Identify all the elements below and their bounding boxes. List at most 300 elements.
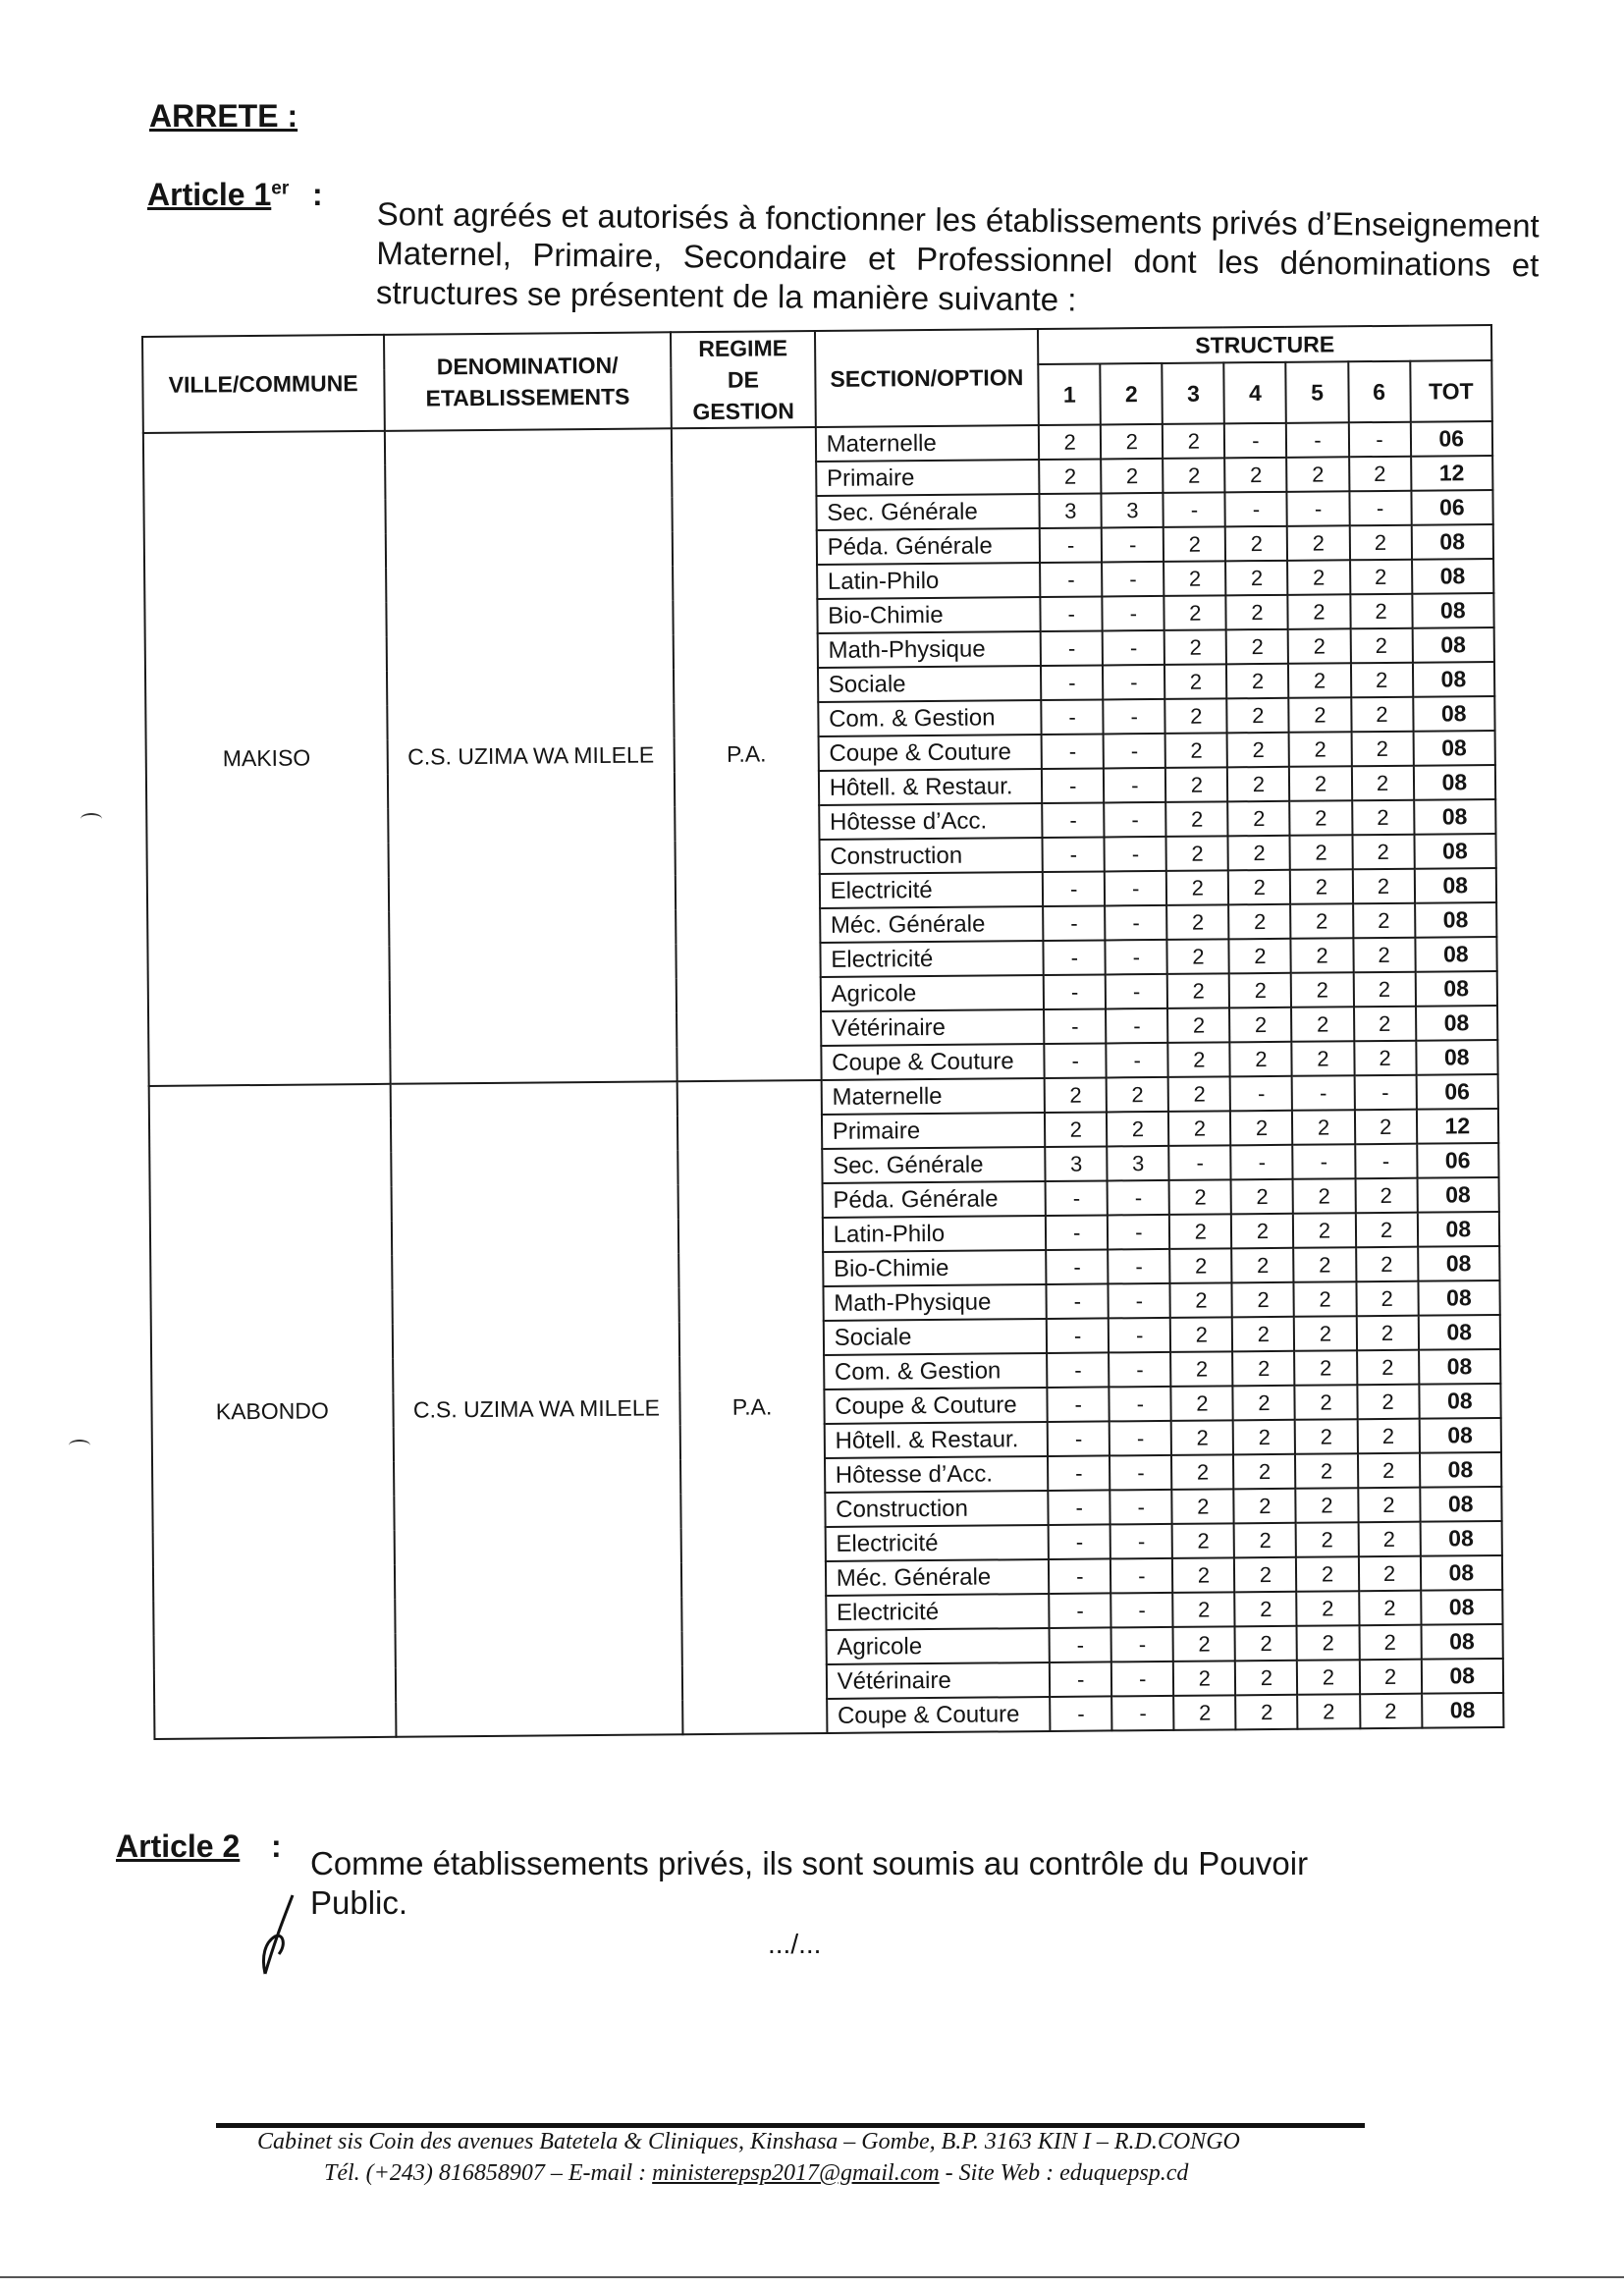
structure-value-cell: 2 xyxy=(1173,1592,1235,1627)
header-denomination-line1: DENOMINATION/ xyxy=(436,352,619,380)
structure-value-cell: - xyxy=(1103,630,1164,666)
structure-value-cell: 2 xyxy=(1234,1523,1296,1558)
structure-value-cell: 2 xyxy=(1287,560,1349,595)
total-cell: 08 xyxy=(1421,1624,1503,1660)
header-structure: STRUCTURE xyxy=(1038,325,1491,364)
footer-phone: Tél. (+243) 816858907 – E-mail : xyxy=(324,2160,647,2186)
footer-email-link[interactable]: ministerepsp2017@gmail.com xyxy=(652,2160,940,2186)
structure-value-cell: 2 xyxy=(1355,1178,1417,1214)
section-option-cell: Sociale xyxy=(823,1319,1047,1355)
structure-value-cell: 2 xyxy=(1356,1316,1418,1351)
structure-value-cell: - xyxy=(1287,491,1349,526)
section-option-cell: Sociale xyxy=(818,666,1042,702)
structure-value-cell: 2 xyxy=(1229,939,1291,974)
total-cell: 08 xyxy=(1417,1177,1499,1213)
structure-value-cell: 2 xyxy=(1298,1694,1360,1729)
structure-value-cell: - xyxy=(1040,562,1102,597)
structure-value-cell: - xyxy=(1224,423,1286,459)
structure-value-cell: 2 xyxy=(1352,835,1414,870)
section-option-cell: Agricole xyxy=(826,1628,1050,1664)
structure-value-cell: - xyxy=(1043,905,1105,941)
section-option-cell: Math-Physique xyxy=(823,1284,1047,1321)
structure-value-cell: - xyxy=(1110,1421,1171,1456)
total-cell: 06 xyxy=(1417,1143,1499,1178)
structure-value-cell: 2 xyxy=(1357,1453,1419,1489)
section-option-cell: Hôtell. & Restaur. xyxy=(824,1422,1048,1458)
structure-value-cell: 2 xyxy=(1169,1248,1231,1283)
structure-value-cell: 2 xyxy=(1225,561,1287,596)
structure-value-cell: 2 xyxy=(1294,1247,1356,1282)
structure-value-cell: - xyxy=(1040,527,1102,563)
structure-value-cell: - xyxy=(1109,1318,1170,1353)
footer-rule xyxy=(216,2123,1365,2128)
total-cell: 08 xyxy=(1414,868,1496,903)
section-option-cell: Latin-Philo xyxy=(823,1216,1047,1252)
structure-value-cell: - xyxy=(1108,1180,1169,1216)
header-regime xyxy=(671,331,815,428)
structure-value-cell: 2 xyxy=(1297,1625,1359,1661)
structure-value-cell: 2 xyxy=(1231,1179,1293,1215)
structure-value-cell: 3 xyxy=(1102,493,1164,528)
etablissement-cell: C.S. UZIMA WA MILELE xyxy=(390,1081,683,1737)
total-cell: 08 xyxy=(1421,1659,1503,1694)
structure-value-cell: 2 xyxy=(1168,1111,1230,1146)
structure-value-cell: - xyxy=(1047,1283,1109,1319)
structure-value-cell: - xyxy=(1110,1558,1172,1594)
article-2-label xyxy=(116,1828,240,1865)
structure-value-cell: 2 xyxy=(1293,1213,1355,1248)
structure-value-cell: - xyxy=(1293,1144,1355,1179)
total-cell: 08 xyxy=(1413,696,1495,732)
structure-value-cell: - xyxy=(1103,596,1164,631)
section-option-cell: Coupe & Couture xyxy=(821,1044,1045,1080)
structure-value-cell: 2 xyxy=(1231,1214,1293,1249)
structure-value-cell: 2 xyxy=(1101,424,1163,460)
structure-value-cell: 2 xyxy=(1165,698,1227,734)
footer-website: - Site Web : eduquepsp.cd xyxy=(945,2160,1189,2186)
structure-value-cell: 2 xyxy=(1173,1661,1235,1696)
total-cell: 08 xyxy=(1420,1555,1502,1591)
structure-value-cell: 2 xyxy=(1172,1523,1234,1558)
structure-value-cell: 2 xyxy=(1290,835,1352,870)
structure-value-cell: 2 xyxy=(1228,836,1290,871)
header-col-total: TOT xyxy=(1410,360,1492,422)
structure-value-cell: 2 xyxy=(1296,1522,1358,1557)
structure-value-cell: - xyxy=(1106,1008,1167,1044)
section-option-cell: Méc. Générale xyxy=(826,1559,1050,1596)
header-denomination-line2: ETABLISSEMENTS xyxy=(425,383,630,411)
structure-value-cell: 2 xyxy=(1169,1214,1231,1249)
structure-value-cell: 2 xyxy=(1288,594,1350,629)
header-section-option: SECTION/OPTION xyxy=(815,329,1039,427)
section-option-cell: Vétérinaire xyxy=(821,1009,1045,1046)
structure-value-cell: - xyxy=(1044,974,1106,1009)
total-cell: 08 xyxy=(1416,1006,1498,1041)
header-col-4: 4 xyxy=(1224,362,1287,423)
structure-value-cell: - xyxy=(1044,1008,1106,1044)
structure-value-cell: 2 xyxy=(1107,1077,1168,1113)
total-cell: 12 xyxy=(1417,1109,1499,1144)
structure-value-cell: - xyxy=(1044,940,1106,975)
structure-value-cell: - xyxy=(1286,422,1348,458)
total-cell: 08 xyxy=(1416,1040,1498,1075)
section-option-cell: Com. & Gestion xyxy=(818,700,1042,736)
structure-value-cell: 2 xyxy=(1166,904,1228,940)
header-regime-line2: DE xyxy=(727,366,760,393)
structure-value-cell: 2 xyxy=(1359,1625,1421,1661)
total-cell: 08 xyxy=(1412,559,1494,594)
header-col-3: 3 xyxy=(1163,363,1225,424)
structure-value-cell: 2 xyxy=(1295,1385,1357,1420)
header-ville-commune: VILLE/COMMUNE xyxy=(142,335,384,433)
structure-value-cell: 2 xyxy=(1235,1661,1297,1696)
structure-value-cell: 2 xyxy=(1228,801,1290,837)
structure-value-cell: - xyxy=(1105,837,1166,872)
structure-value-cell: - xyxy=(1111,1662,1173,1697)
structure-value-cell: 2 xyxy=(1171,1420,1233,1455)
structure-value-cell: 2 xyxy=(1292,1110,1354,1145)
structure-value-cell: - xyxy=(1225,492,1287,527)
structure-value-cell: 2 xyxy=(1291,903,1353,939)
structure-value-cell: - xyxy=(1102,562,1164,597)
structure-value-cell: 3 xyxy=(1108,1146,1169,1181)
structure-value-cell: 2 xyxy=(1101,459,1163,494)
total-cell: 08 xyxy=(1411,524,1493,560)
structure-value-cell: - xyxy=(1048,1421,1110,1456)
total-cell: 08 xyxy=(1419,1349,1501,1385)
structure-value-cell: - xyxy=(1041,630,1103,666)
structure-value-cell: 2 xyxy=(1354,1110,1416,1145)
structure-value-cell: 2 xyxy=(1287,457,1349,492)
structure-value-cell: - xyxy=(1164,492,1225,527)
structure-value-cell: 2 xyxy=(1167,1008,1229,1043)
section-option-cell: Primaire xyxy=(822,1113,1046,1149)
header-col-1: 1 xyxy=(1038,364,1101,425)
section-option-cell: Coupe & Couture xyxy=(818,735,1042,771)
structure-value-cell: 2 xyxy=(1169,1179,1231,1215)
footer-address: Cabinet sis Coin des avenues Batetela & Cliniques, Kinshasa – Gombe, B.P. 3163 KIN I – R.D.CONGO xyxy=(257,2129,1240,2154)
structure-value-cell: 2 xyxy=(1350,594,1412,629)
structure-value-cell: - xyxy=(1348,422,1410,458)
structure-value-cell: 2 xyxy=(1170,1282,1232,1318)
structure-value-cell: 2 xyxy=(1353,972,1415,1008)
regime-cell: P.A. xyxy=(672,427,821,1081)
structure-value-cell: 2 xyxy=(1168,1042,1230,1077)
structure-value-cell: 2 xyxy=(1166,836,1228,871)
structure-value-cell: 2 xyxy=(1234,1557,1296,1593)
structure-value-cell: 2 xyxy=(1296,1556,1358,1592)
article-1-label xyxy=(147,177,289,213)
structure-value-cell: 2 xyxy=(1291,938,1353,973)
total-cell: 08 xyxy=(1421,1590,1503,1625)
section-option-cell: Hôtell. & Restaur. xyxy=(819,769,1043,805)
structure-value-cell: - xyxy=(1110,1455,1171,1491)
structure-value-cell: 3 xyxy=(1040,493,1102,528)
structure-table-container xyxy=(141,324,1505,1795)
structure-value-cell: - xyxy=(1108,1215,1169,1250)
total-cell: 08 xyxy=(1413,731,1495,766)
structure-value-cell: 2 xyxy=(1295,1350,1357,1386)
structure-value-cell: 2 xyxy=(1171,1386,1233,1421)
structure-value-cell: - xyxy=(1111,1627,1173,1662)
section-option-cell: Construction xyxy=(819,838,1043,874)
structure-value-cell: 2 xyxy=(1350,628,1412,664)
structure-value-cell: 2 xyxy=(1226,595,1288,630)
article-2-colon: : xyxy=(271,1828,282,1864)
structure-value-cell: 2 xyxy=(1356,1281,1418,1317)
structure-value-cell: 2 xyxy=(1233,1454,1295,1490)
structure-value-cell: - xyxy=(1041,596,1103,631)
ville-commune-cell: KABONDO xyxy=(149,1084,396,1739)
total-cell: 08 xyxy=(1418,1281,1500,1316)
section-option-cell: Hôtesse d’Acc. xyxy=(819,803,1043,840)
structure-value-cell: 2 xyxy=(1039,459,1101,494)
structure-value-cell: 2 xyxy=(1350,560,1412,595)
structure-value-cell: - xyxy=(1104,699,1165,735)
structure-value-cell: 2 xyxy=(1358,1522,1420,1557)
structure-value-cell: 2 xyxy=(1164,629,1226,665)
structure-value-cell: 2 xyxy=(1107,1112,1168,1147)
structure-value-cell: - xyxy=(1355,1144,1417,1179)
structure-value-cell: - xyxy=(1050,1662,1111,1697)
page-bottom-rule xyxy=(0,2276,1624,2278)
structure-value-cell: 2 xyxy=(1165,767,1227,802)
article-1-colon: : xyxy=(312,177,323,212)
section-option-cell: Electricité xyxy=(825,1525,1049,1561)
structure-value-cell: 2 xyxy=(1167,939,1229,974)
structure-value-cell: 2 xyxy=(1229,1008,1291,1043)
structure-value-cell: 2 xyxy=(1295,1419,1357,1454)
structure-value-cell: 2 xyxy=(1232,1248,1294,1283)
structure-value-cell: 2 xyxy=(1227,767,1289,802)
structure-value-cell: - xyxy=(1049,1524,1110,1559)
structure-value-cell: 2 xyxy=(1228,870,1290,905)
structure-value-cell: - xyxy=(1169,1145,1231,1180)
section-option-cell: Coupe & Couture xyxy=(824,1388,1048,1424)
structure-value-cell: - xyxy=(1042,734,1104,769)
structure-value-cell: 2 xyxy=(1358,1556,1420,1592)
structure-value-cell: 2 xyxy=(1235,1626,1297,1662)
structure-value-cell: 2 xyxy=(1354,1041,1416,1076)
structure-value-cell: 2 xyxy=(1166,870,1228,905)
structure-value-cell: 2 xyxy=(1171,1454,1233,1490)
section-option-cell: Com. & Gestion xyxy=(824,1353,1048,1390)
structure-value-cell: 2 xyxy=(1291,972,1353,1008)
structure-value-cell: 2 xyxy=(1234,1489,1296,1524)
structure-value-cell: 3 xyxy=(1045,1146,1107,1181)
structure-value-cell: - xyxy=(1110,1593,1172,1628)
article-1-label-text: Article 1 xyxy=(147,177,272,212)
structure-value-cell: - xyxy=(1107,1043,1168,1078)
structure-value-cell: 2 xyxy=(1360,1694,1422,1729)
structure-value-cell: 2 xyxy=(1289,697,1351,733)
structure-value-cell: 2 xyxy=(1290,869,1352,904)
total-cell: 08 xyxy=(1422,1693,1504,1728)
structure-value-cell: 2 xyxy=(1166,801,1228,837)
structure-value-cell: - xyxy=(1109,1352,1170,1388)
structure-value-cell: - xyxy=(1045,1043,1107,1078)
signature-initial-icon xyxy=(253,1891,312,1980)
structure-value-cell: 2 xyxy=(1230,1042,1292,1077)
structure-value-cell: 2 xyxy=(1170,1317,1232,1352)
structure-value-cell: 2 xyxy=(1230,1111,1292,1146)
structure-value-cell: 2 xyxy=(1291,1007,1353,1042)
structure-value-cell: 2 xyxy=(1358,1488,1420,1523)
total-cell: 08 xyxy=(1420,1521,1502,1556)
section-option-cell: Electricité xyxy=(820,872,1044,908)
structure-value-cell: 2 xyxy=(1164,526,1225,562)
structure-value-cell: - xyxy=(1104,768,1165,803)
total-cell: 08 xyxy=(1418,1246,1500,1281)
section-option-cell: Sec. Générale xyxy=(822,1147,1046,1183)
structure-value-cell: 2 xyxy=(1227,698,1289,734)
total-cell: 08 xyxy=(1418,1315,1500,1350)
structure-value-cell: - xyxy=(1106,974,1167,1009)
structure-value-cell: - xyxy=(1050,1627,1111,1662)
structure-value-cell: 2 xyxy=(1288,628,1350,664)
structure-value-cell: 2 xyxy=(1294,1316,1356,1351)
section-option-cell: Sec. Générale xyxy=(816,494,1040,530)
structure-value-cell: 2 xyxy=(1289,766,1351,801)
structure-value-cell: 2 xyxy=(1227,733,1289,768)
table-body xyxy=(143,421,1504,1739)
structure-value-cell: 2 xyxy=(1351,766,1413,801)
section-option-cell: Electricité xyxy=(820,941,1044,977)
structure-value-cell: 2 xyxy=(1232,1282,1294,1318)
structure-value-cell: 2 xyxy=(1233,1420,1295,1455)
structure-value-cell: 2 xyxy=(1228,904,1290,940)
article-2-label-text: Article 2 xyxy=(116,1828,241,1864)
structure-value-cell: - xyxy=(1110,1387,1171,1422)
structure-value-cell: 2 xyxy=(1173,1626,1235,1662)
structure-value-cell: 2 xyxy=(1172,1489,1234,1524)
header-regime-line3: GESTION xyxy=(692,398,795,425)
structure-table xyxy=(141,324,1504,1740)
structure-value-cell: 2 xyxy=(1356,1247,1418,1282)
section-option-cell: Construction xyxy=(825,1491,1049,1527)
total-cell: 12 xyxy=(1411,456,1493,491)
structure-value-cell: - xyxy=(1103,665,1164,700)
structure-value-cell: 2 xyxy=(1290,800,1352,836)
header-col-6: 6 xyxy=(1348,361,1411,422)
structure-value-cell: - xyxy=(1292,1075,1354,1111)
total-cell: 08 xyxy=(1419,1418,1501,1453)
structure-value-cell: 2 xyxy=(1163,423,1224,459)
structure-value-cell: - xyxy=(1354,1075,1416,1111)
ville-commune-cell: MAKISO xyxy=(143,431,390,1086)
section-option-cell: Méc. Générale xyxy=(820,906,1044,943)
structure-value-cell: 2 xyxy=(1353,903,1415,939)
structure-value-cell: - xyxy=(1041,699,1103,735)
section-option-cell: Maternelle xyxy=(821,1078,1045,1115)
structure-value-cell: - xyxy=(1230,1076,1292,1112)
header-denomination xyxy=(383,332,672,431)
section-option-cell: Electricité xyxy=(826,1594,1050,1630)
structure-value-cell: 2 xyxy=(1226,664,1288,699)
structure-value-cell: 2 xyxy=(1349,525,1411,561)
structure-value-cell: 2 xyxy=(1232,1317,1294,1352)
structure-value-cell: 2 xyxy=(1353,938,1415,973)
total-cell: 08 xyxy=(1419,1384,1501,1419)
structure-value-cell: 2 xyxy=(1172,1557,1234,1593)
total-cell: 08 xyxy=(1414,799,1496,835)
structure-value-cell: 2 xyxy=(1297,1660,1359,1695)
total-cell: 06 xyxy=(1410,421,1492,457)
regime-cell: P.A. xyxy=(677,1080,827,1734)
total-cell: 06 xyxy=(1416,1074,1498,1110)
total-cell: 08 xyxy=(1420,1452,1502,1488)
structure-value-cell: - xyxy=(1047,1352,1109,1388)
structure-value-cell: - xyxy=(1105,871,1166,906)
structure-value-cell: - xyxy=(1049,1490,1110,1525)
header-col-5: 5 xyxy=(1286,361,1349,422)
total-cell: 08 xyxy=(1415,902,1497,938)
structure-value-cell: 2 xyxy=(1351,697,1413,733)
structure-value-cell: 2 xyxy=(1287,525,1349,561)
structure-value-cell: - xyxy=(1109,1283,1170,1319)
total-cell: 08 xyxy=(1412,627,1494,663)
structure-value-cell: 2 xyxy=(1163,458,1224,493)
structure-value-cell: 2 xyxy=(1293,1178,1355,1214)
total-cell: 08 xyxy=(1413,662,1495,697)
total-cell: 08 xyxy=(1420,1487,1502,1522)
section-option-cell: Agricole xyxy=(820,975,1044,1011)
structure-value-cell: 2 xyxy=(1289,732,1351,767)
structure-value-cell: 2 xyxy=(1349,457,1411,492)
structure-value-cell: - xyxy=(1104,734,1165,769)
structure-value-cell: 2 xyxy=(1359,1660,1421,1695)
structure-value-cell: 2 xyxy=(1045,1077,1107,1113)
structure-value-cell: 2 xyxy=(1225,458,1287,493)
structure-value-cell: 2 xyxy=(1354,1007,1416,1042)
section-option-cell: Bio-Chimie xyxy=(823,1250,1047,1286)
structure-value-cell: - xyxy=(1104,802,1165,838)
structure-value-cell: 2 xyxy=(1045,1112,1107,1147)
total-cell: 08 xyxy=(1413,765,1495,800)
etablissement-cell: C.S. UZIMA WA MILELE xyxy=(384,428,677,1084)
structure-value-cell: 2 xyxy=(1225,526,1287,562)
section-option-cell: Bio-Chimie xyxy=(817,597,1041,633)
structure-value-cell: - xyxy=(1231,1145,1293,1180)
structure-value-cell: 2 xyxy=(1295,1453,1357,1489)
total-cell: 08 xyxy=(1417,1212,1499,1247)
structure-value-cell: 2 xyxy=(1232,1351,1294,1387)
total-cell: 08 xyxy=(1414,834,1496,869)
total-cell: 08 xyxy=(1415,937,1497,972)
structure-value-cell: 2 xyxy=(1229,973,1291,1008)
structure-value-cell: 2 xyxy=(1350,663,1412,698)
structure-value-cell: - xyxy=(1349,491,1411,526)
total-cell: 08 xyxy=(1415,971,1497,1007)
structure-value-cell: 2 xyxy=(1294,1281,1356,1317)
structure-value-cell: 2 xyxy=(1296,1488,1358,1523)
structure-value-cell: 2 xyxy=(1355,1213,1417,1248)
structure-value-cell: - xyxy=(1106,940,1167,975)
structure-value-cell: 2 xyxy=(1357,1419,1419,1454)
header-col-2: 2 xyxy=(1101,363,1164,424)
structure-value-cell: 2 xyxy=(1236,1695,1298,1730)
structure-value-cell: - xyxy=(1108,1249,1169,1284)
structure-value-cell: 2 xyxy=(1288,663,1350,698)
structure-value-cell: - xyxy=(1049,1593,1110,1628)
structure-value-cell: 2 xyxy=(1039,424,1101,460)
section-option-cell: Latin-Philo xyxy=(817,563,1041,599)
structure-value-cell: 2 xyxy=(1164,664,1226,699)
structure-value-cell: 2 xyxy=(1359,1591,1421,1626)
structure-value-cell: - xyxy=(1111,1696,1173,1731)
structure-value-cell: - xyxy=(1110,1524,1172,1559)
structure-value-cell: - xyxy=(1046,1215,1108,1250)
